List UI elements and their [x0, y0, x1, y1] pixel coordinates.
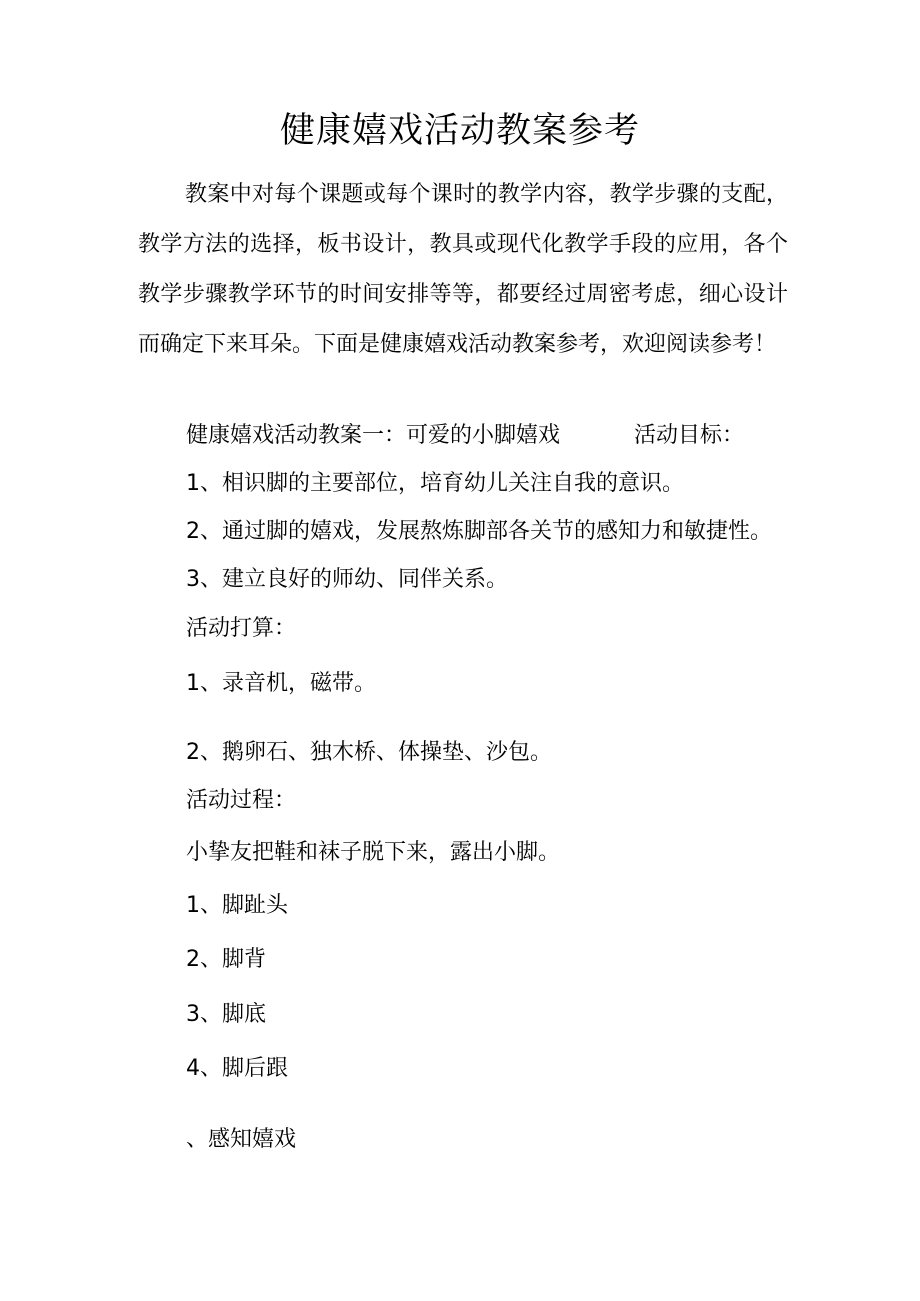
foot-part-item: 3、脚底 [186, 1002, 266, 1027]
plan-heading-line [186, 420, 744, 452]
goals-label: 活动目标： [634, 423, 745, 448]
process-intro: 小挚友把鞋和袜子脱下来，露出小脚。 [186, 840, 561, 865]
goal-item: 1、相识脚的主要部位，培育幼儿关注自我的意识。 [186, 471, 684, 496]
prep-item: 1、录音机，磁带。 [186, 671, 376, 696]
intro-paragraph: 教案中对每个课题或每个课时的教学内容，教学步骤的支配，教学方法的选择，板书设计，教具或现代化教学手段的应用，各个教学步骤教学环节的时间安排等等，都要经过周密考虑，细心设计而确定下来耳朵。下面是健康嬉戏活动教案参考，欢迎阅读参考！ [138, 182, 788, 357]
goal-item: 2、通过脚的嬉戏，发展熬炼脚部各关节的感知力和敏捷性。 [186, 519, 772, 544]
foot-part-item: 4、脚后跟 [186, 1056, 288, 1081]
goal-item: 3、建立良好的师幼、同伴关系。 [186, 567, 508, 592]
process-label: 活动过程： [186, 788, 297, 813]
prep-item: 2、鹅卵石、独木桥、体操垫、沙包。 [186, 740, 552, 765]
document-title: 健康嬉戏活动教案参考 [279, 111, 640, 151]
plan-heading: 健康嬉戏活动教案一：可爱的小脚嬉戏 [186, 423, 561, 448]
next-section-heading: 、感知嬉戏 [186, 1127, 297, 1152]
foot-part-item: 2、脚背 [186, 947, 266, 972]
prep-label: 活动打算： [186, 616, 297, 641]
foot-part-item: 1、脚趾头 [186, 893, 288, 918]
